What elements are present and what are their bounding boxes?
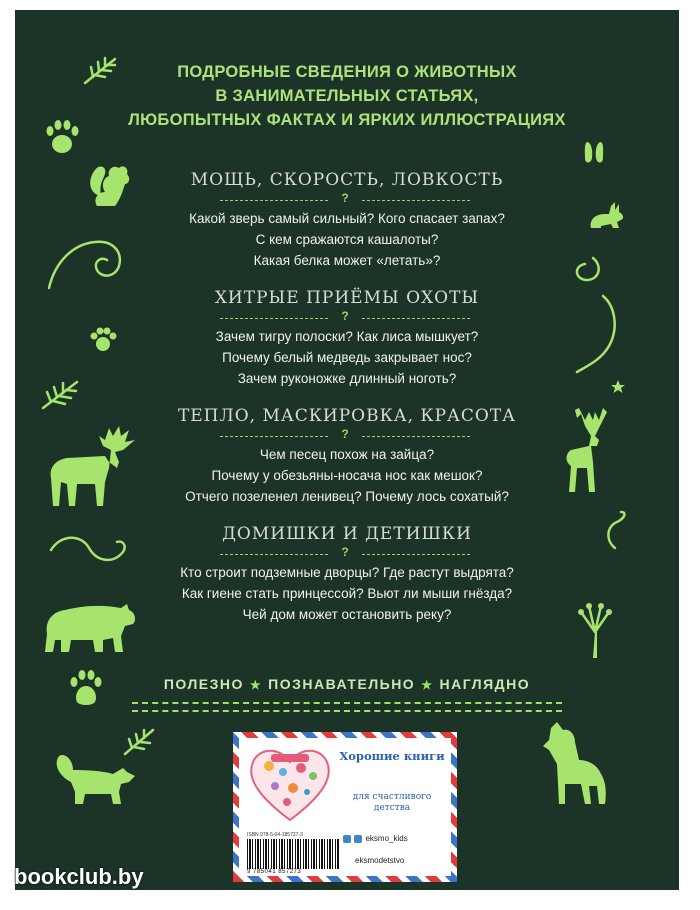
question-line: Почему белый медведь закрывает нос? xyxy=(222,350,472,365)
moose-icon xyxy=(39,422,139,508)
card-title: Хорошие книги xyxy=(339,749,445,763)
social-handle xyxy=(343,834,453,843)
dashed-divider xyxy=(132,710,562,712)
tagline xyxy=(15,676,679,692)
question-mark: ? xyxy=(341,545,349,559)
swirl-icon xyxy=(47,530,131,570)
question-line: Чей дом может остановить реку? xyxy=(242,607,452,622)
question-mark: ? xyxy=(341,191,349,205)
question-mark: ? xyxy=(341,309,349,323)
star-icon: ★ xyxy=(421,678,434,692)
bear-icon xyxy=(41,598,137,654)
swirl-icon xyxy=(601,510,629,550)
site-handle: eksmodetstvo xyxy=(355,856,405,865)
question-line: Какая белка может «летать»? xyxy=(253,253,441,268)
section-separator xyxy=(220,545,470,560)
skunk-icon xyxy=(51,752,137,806)
watermark: bookclub.by xyxy=(14,864,144,889)
star-icon: ★ xyxy=(249,678,263,692)
section-title: МОЩЬ, СКОРОСТЬ, ЛОВКОСТЬ xyxy=(190,170,504,190)
question-line: Как гиене стать принцессой? Вьют ли мыши гнёзда? xyxy=(181,586,513,601)
heart-logo-icon xyxy=(245,742,335,824)
section-title: ДОМИШКИ И ДЕТИШКИ xyxy=(222,524,472,544)
footprint-icon xyxy=(575,602,615,660)
vk-icon xyxy=(343,835,351,843)
section-separator xyxy=(220,427,470,442)
section-separator xyxy=(220,309,470,324)
question-line: С кем сражаются кашалоты? xyxy=(255,232,439,247)
hoof-print-icon xyxy=(583,138,605,168)
barcode-number: 9 785041 857273 xyxy=(247,869,302,875)
tagline-word: ПОЗНАВАТЕЛЬНО xyxy=(268,676,416,692)
card-subtitle: для счастливого детства xyxy=(352,792,432,813)
swirl-icon xyxy=(45,222,127,292)
social-handle-text: eksmo_kids xyxy=(365,834,408,843)
intro-line: В ЗАНИМАТЕЛЬНЫХ СТАТЬЯХ, xyxy=(215,87,479,105)
star-icon xyxy=(611,380,625,394)
question-line: Отчего позеленел ленивец? Почему лось сохатый? xyxy=(185,489,509,504)
paw-print-icon xyxy=(89,326,117,354)
tagline-word: ПОЛЕЗНО xyxy=(163,676,244,692)
question-line: Зачем тигру полоски? Как лиса мышкует? xyxy=(215,329,479,344)
squirrel-icon xyxy=(87,160,135,208)
leaf-icon xyxy=(83,55,119,85)
back-cover xyxy=(15,10,679,890)
section-separator xyxy=(220,191,470,206)
publisher-card xyxy=(233,732,457,882)
dashed-divider xyxy=(132,702,562,704)
leaf-icon xyxy=(41,378,81,412)
question-line: Почему у обезьяны-носача нос как мешок? xyxy=(211,468,483,483)
rabbit-icon xyxy=(587,200,627,230)
question-mark: ? xyxy=(341,427,349,441)
question-line: Чем песец похож на зайца? xyxy=(259,447,435,462)
paw-print-icon xyxy=(45,118,79,156)
intro-line: ЛЮБОПЫТНЫХ ФАКТАХ И ЯРКИХ ИЛЛЮСТРАЦИЯХ xyxy=(128,111,566,129)
barcode xyxy=(247,839,339,869)
section-title: ТЕПЛО, МАСКИРОВКА, КРАСОТА xyxy=(177,406,517,426)
question-line: Зачем руконожке длинный ноготь? xyxy=(237,371,457,386)
telegram-icon xyxy=(354,835,362,843)
isbn-text: ISBN 978-5-04-185727-3 xyxy=(247,832,303,838)
question-line: Какой зверь самый сильный? Кого спасает запах? xyxy=(189,211,505,226)
wolf-icon xyxy=(541,720,611,808)
section-title: ХИТРЫЕ ПРИЁМЫ ОХОТЫ xyxy=(214,288,480,308)
deer-icon xyxy=(555,406,625,496)
paw-print-icon xyxy=(69,668,103,706)
tagline-word: НАГЛЯДНО xyxy=(439,676,531,692)
question-line: Кто строит подземные дворцы? Где растут выдрята? xyxy=(180,565,514,580)
intro-line: ПОДРОБНЫЕ СВЕДЕНИЯ О ЖИВОТНЫХ xyxy=(177,63,517,81)
swirl-icon xyxy=(563,256,633,376)
